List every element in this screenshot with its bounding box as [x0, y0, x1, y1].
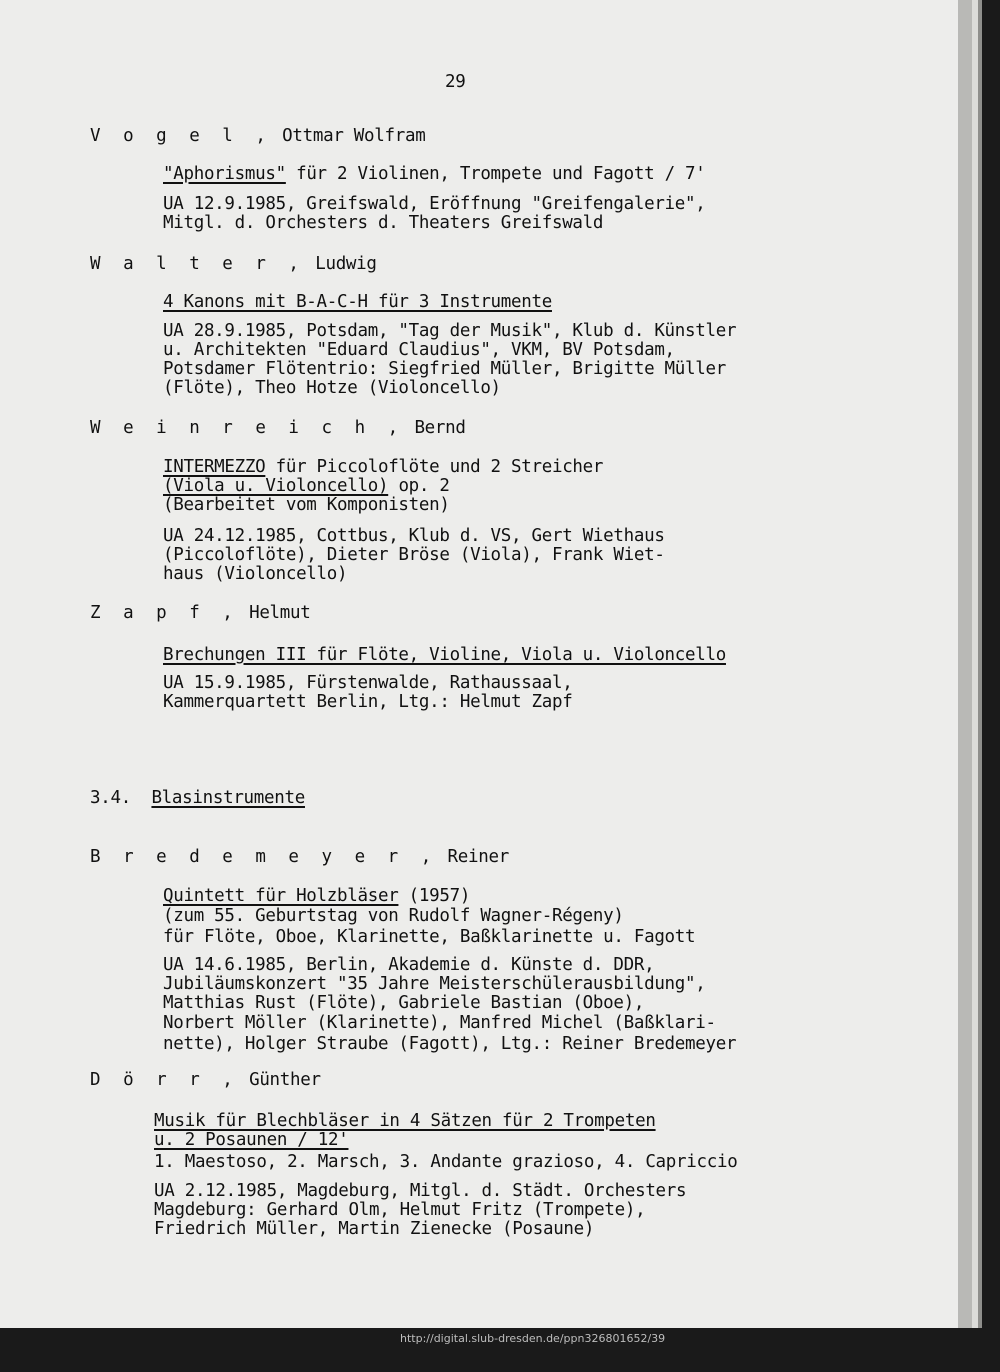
premiere-line: UA 24.12.1985, Cottbus, Klub d. VS, Gert Wiethaus [163, 526, 665, 546]
premiere-line: Jubiläumskonzert "35 Jahre Meisterschülerausbildung", [163, 974, 706, 994]
premiere-line: UA 15.9.1985, Fürstenwalde, Rathaussaal, [163, 673, 573, 693]
work-title [163, 164, 706, 184]
page-edge [978, 0, 982, 1328]
premiere-line: (Flöte), Theo Hotze (Violoncello) [163, 378, 501, 398]
composer-heading [90, 847, 509, 867]
premiere-line: (Piccoloflöte), Dieter Bröse (Viola), Frank Wiet- [163, 545, 665, 565]
work-title [154, 1111, 656, 1131]
work-title [163, 886, 470, 906]
work-title-underlined: 4 Kanons mit B-A-C-H für 3 Instrumente [163, 292, 552, 312]
composer-first-name: Ottmar Wolfram [282, 126, 426, 146]
page-number: 29 [445, 72, 466, 92]
premiere-line: Mitgl. d. Orchesters d. Theaters Greifswald [163, 213, 604, 233]
premiere-line: Matthias Rust (Flöte), Gabriele Bastian (Oboe), [163, 993, 645, 1013]
source-url: http://digital.slub-dresden.de/ppn326801652/39 [400, 1332, 666, 1345]
premiere-line: haus (Violoncello) [163, 564, 348, 584]
work-title-rest: op. 2 [388, 476, 450, 496]
work-title-underlined: INTERMEZZO [163, 457, 266, 477]
premiere-line: Kammerquartett Berlin, Ltg.: Helmut Zapf [163, 692, 573, 712]
composer-heading [90, 603, 311, 623]
work-title-rest: für Piccoloflöte und 2 Streicher [265, 457, 604, 477]
work-title-underlined: (Viola u. Violoncello) [163, 476, 389, 496]
work-title-underlined: Brechungen III für Flöte, Violine, Viola u. Violoncello [163, 645, 726, 665]
page-edge [958, 0, 972, 1328]
work-note: (Bearbeitet vom Komponisten) [163, 495, 450, 515]
section-heading [90, 788, 305, 808]
work-title [163, 457, 603, 477]
work-title-rest: für 2 Violinen, Trompete und Fagott / 7' [285, 164, 706, 184]
premiere-line: UA 12.9.1985, Greifswald, Eröffnung "Greifengalerie", [163, 194, 706, 214]
premiere-line: Norbert Möller (Klarinette), Manfred Michel (Baßklari- [163, 1013, 716, 1033]
composer-last-name: W a l t e r , [90, 254, 305, 274]
section-title: Blasinstrumente [151, 788, 305, 808]
work-title-line2 [163, 476, 450, 496]
composer-heading [90, 254, 377, 274]
premiere-line: UA 28.9.1985, Potsdam, "Tag der Musik", Klub d. Künstler [163, 321, 737, 341]
premiere-line: Magdeburg: Gerhard Olm, Helmut Fritz (Trompete), [154, 1200, 646, 1220]
work-title-underlined: u. 2 Posaunen / 12' [154, 1130, 349, 1150]
work-title-underlined: Quintett für Holzbläser [163, 886, 399, 906]
work-instrumentation: für Flöte, Oboe, Klarinette, Baßklarinette u. Fagott [163, 927, 696, 947]
work-note: (zum 55. Geburtstag von Rudolf Wagner-Régeny) [163, 906, 624, 926]
work-title-line2 [154, 1130, 348, 1150]
composer-first-name: Bernd [414, 418, 466, 438]
work-title-underlined: Musik für Blechbläser in 4 Sätzen für 2 Trompeten [154, 1111, 656, 1131]
premiere-line: Friedrich Müller, Martin Zienecke (Posaune) [154, 1219, 595, 1239]
composer-first-name: Reiner [447, 847, 509, 867]
premiere-line: nette), Holger Straube (Fagott), Ltg.: Reiner Bredemeyer [163, 1034, 737, 1054]
premiere-line: UA 2.12.1985, Magdeburg, Mitgl. d. Städt. Orchesters [154, 1181, 687, 1201]
composer-last-name: W e i n r e i c h , [90, 418, 405, 438]
composer-last-name: B r e d e m e y e r , [90, 847, 438, 867]
work-title-rest: (1957) [398, 886, 471, 906]
work-title [163, 645, 726, 665]
section-number: 3.4. [90, 788, 131, 808]
premiere-line: UA 14.6.1985, Berlin, Akademie d. Künste d. DDR, [163, 955, 655, 975]
premiere-line: u. Architekten "Eduard Claudius", VKM, BV Potsdam, [163, 340, 675, 360]
composer-heading [90, 1070, 321, 1090]
composer-first-name: Helmut [249, 603, 311, 623]
work-movements: 1. Maestoso, 2. Marsch, 3. Andante grazioso, 4. Capriccio [154, 1152, 738, 1172]
composer-last-name: Z a p f , [90, 603, 239, 623]
premiere-line: Potsdamer Flötentrio: Siegfried Müller, Brigitte Müller [163, 359, 726, 379]
composer-last-name: D ö r r , [90, 1070, 239, 1090]
composer-heading [90, 126, 425, 146]
composer-last-name: V o g e l , [90, 126, 272, 146]
work-title [163, 292, 552, 312]
composer-first-name: Ludwig [315, 254, 377, 274]
composer-first-name: Günther [249, 1070, 321, 1090]
composer-heading [90, 418, 466, 438]
work-title-underlined: "Aphorismus" [163, 164, 286, 184]
